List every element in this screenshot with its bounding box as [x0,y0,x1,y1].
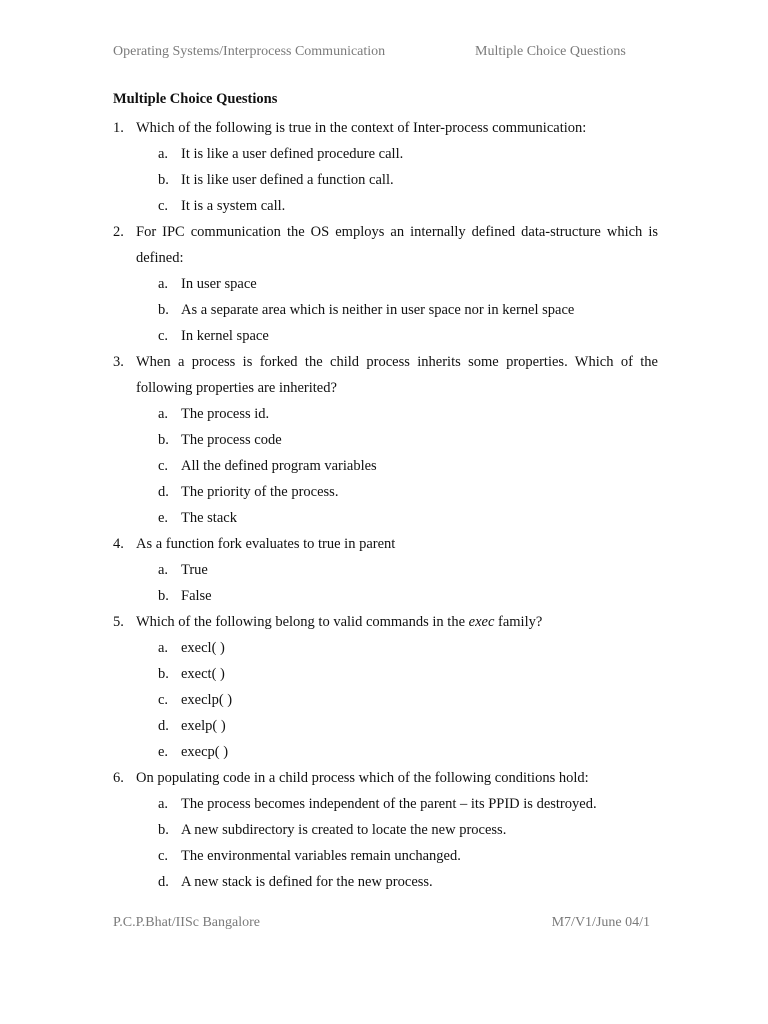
question-text [136,609,658,635]
option-text: False [181,588,212,604]
option-text: As a separate area which is neither in user space nor in kernel space [181,302,575,318]
option-letter: d. [158,718,169,734]
option-text: execp( ) [181,744,229,760]
document-body [113,89,658,895]
question-number: 3. [113,354,124,370]
option-text: True [181,562,208,578]
option-item [136,791,658,817]
question-text-emphasis: exec [468,614,495,630]
option-item [136,739,658,765]
option-list [136,791,658,895]
question-text: When a process is forked the child process inherits some properties. Which of the following properties are inherited? [136,354,658,396]
option-item [136,557,658,583]
section-heading: Multiple Choice Questions [113,91,278,107]
page-header [113,44,658,62]
question-5 [113,609,658,765]
option-text: The environmental variables remain unchanged. [181,848,461,864]
option-letter: c. [158,848,169,864]
option-item [136,167,658,193]
option-letter: b. [158,172,169,188]
option-text: The stack [181,510,237,526]
option-item [136,713,658,739]
option-letter: d. [158,484,169,500]
option-item [136,817,658,843]
option-text: In kernel space [181,328,269,344]
option-item [136,479,658,505]
option-letter: b. [158,666,169,682]
question-2 [113,219,658,349]
question-1 [113,115,658,219]
header-course-title: Operating Systems/Interprocess Communication [113,44,386,59]
option-text: exelp( ) [181,718,226,734]
option-letter: b. [158,302,169,318]
option-item [136,687,658,713]
question-text: On populating code in a child process which of the following conditions hold: [136,770,589,786]
option-letter: b. [158,822,169,838]
option-text: It is like a user defined procedure call. [181,146,404,162]
option-item [136,661,658,687]
option-letter: e. [158,510,169,526]
option-letter: a. [158,406,169,422]
option-item [136,141,658,167]
option-list [136,271,658,349]
question-text: For IPC communication the OS employs an internally defined data-structure which is defined: [136,224,658,266]
question-number: 4. [113,536,124,552]
option-list [136,141,658,219]
option-text: The process becomes independent of the parent – its PPID is destroyed. [181,796,597,812]
question-number: 1. [113,120,124,136]
option-letter: b. [158,588,169,604]
option-text: It is like user defined a function call. [181,172,394,188]
footer-author: P.C.P.Bhat/IISc Bangalore [113,915,260,930]
option-letter: c. [158,198,169,214]
header-section-title: Multiple Choice Questions [475,44,626,59]
option-text: The process code [181,432,282,448]
option-text: The priority of the process. [181,484,339,500]
option-letter: c. [158,692,169,708]
option-letter: e. [158,744,169,760]
question-number: 2. [113,224,124,240]
option-item [136,427,658,453]
option-letter: a. [158,562,169,578]
option-text: It is a system call. [181,198,286,214]
option-item [136,583,658,609]
question-text-part: Which of the following belong to valid commands in the [136,614,469,630]
option-letter: a. [158,796,169,812]
option-item [136,635,658,661]
question-text-part: family? [494,614,543,630]
option-letter: a. [158,640,169,656]
option-item [136,193,658,219]
option-letter: c. [158,328,169,344]
option-letter: a. [158,276,169,292]
option-letter: a. [158,146,169,162]
footer-page-code: M7/V1/June 04/1 [551,915,650,930]
option-text: A new stack is defined for the new process. [181,874,433,890]
question-text: Which of the following is true in the context of Inter-process communication: [136,120,587,136]
option-letter: b. [158,432,169,448]
option-letter: c. [158,458,169,474]
option-text: execl( ) [181,640,225,656]
option-item [136,453,658,479]
question-number: 6. [113,770,124,786]
page-footer [113,915,658,933]
option-text: In user space [181,276,257,292]
option-list [136,557,658,609]
option-text: exect( ) [181,666,225,682]
option-list [136,401,658,531]
option-item [136,401,658,427]
option-item [136,271,658,297]
question-text: As a function fork evaluates to true in parent [136,536,396,552]
option-item [136,297,658,323]
option-text: The process id. [181,406,270,422]
question-4 [113,531,658,609]
option-text: A new subdirectory is created to locate the new process. [181,822,507,838]
question-number: 5. [113,614,124,630]
option-item [136,505,658,531]
question-6 [113,765,658,895]
option-item [136,869,658,895]
option-list [136,635,658,765]
question-3 [113,349,658,531]
option-item [136,323,658,349]
option-letter: d. [158,874,169,890]
option-item [136,843,658,869]
option-text: All the defined program variables [181,458,377,474]
option-text: execlp( ) [181,692,233,708]
